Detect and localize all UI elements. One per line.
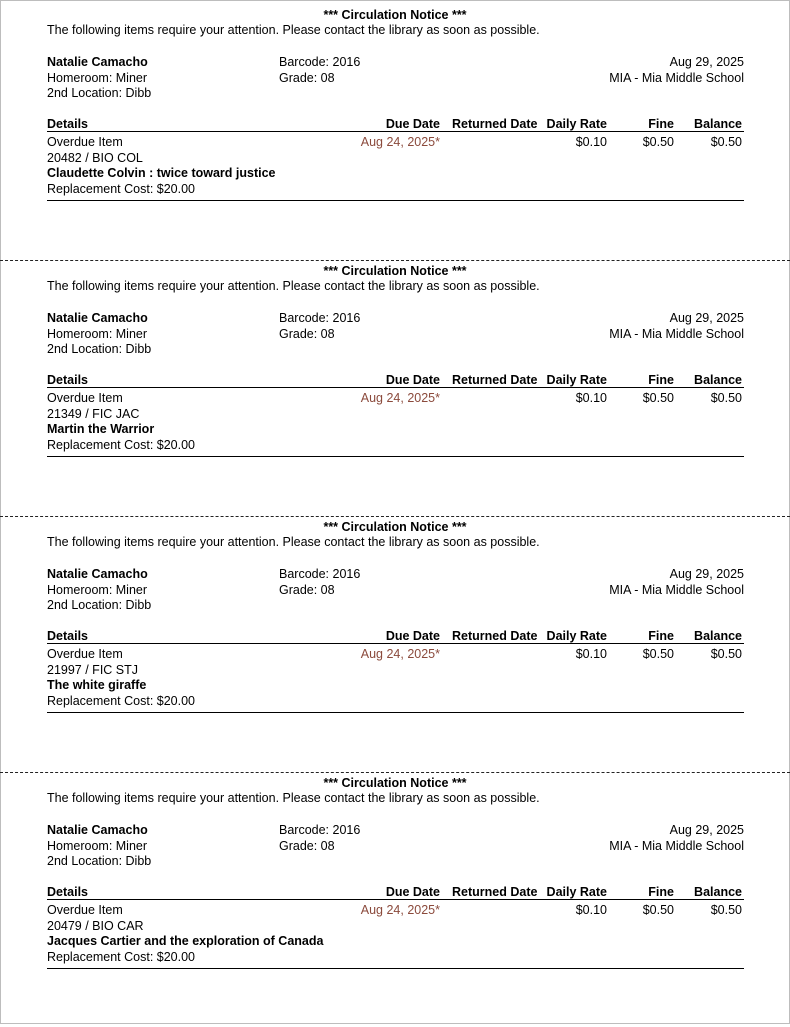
item-fine: $0.50 xyxy=(642,647,674,661)
item-call-number: 21997 / FIC STJ xyxy=(47,663,139,677)
patron-homeroom: Homeroom: Miner xyxy=(47,583,148,597)
item-due-date: Aug 24, 2025* xyxy=(360,647,440,661)
item-fine: $0.50 xyxy=(642,903,674,917)
item-due-date: Aug 24, 2025* xyxy=(360,135,440,149)
item-title: Claudette Colvin : twice toward justice xyxy=(47,166,276,180)
school-name: MIA - Mia Middle School xyxy=(609,839,744,853)
item-call-number: 20482 / BIO COL xyxy=(47,151,143,165)
patron-grade: Grade: 08 xyxy=(279,583,335,597)
item-balance: $0.50 xyxy=(710,903,742,917)
header-balance: Balance xyxy=(694,373,742,387)
header-due-date: Due Date xyxy=(385,373,440,387)
item-status: Overdue Item xyxy=(47,903,123,917)
patron-grade: Grade: 08 xyxy=(279,327,335,341)
item-title: The white giraffe xyxy=(47,678,147,692)
item-title: Jacques Cartier and the exploration of Canada xyxy=(47,934,324,948)
dashed-separator xyxy=(0,260,790,261)
item-replacement-cost: Replacement Cost: $20.00 xyxy=(47,438,196,452)
patron-barcode: Barcode: 2016 xyxy=(279,823,361,837)
header-fine: Fine xyxy=(648,629,674,643)
header-balance: Balance xyxy=(694,117,742,131)
patron-barcode: Barcode: 2016 xyxy=(279,311,361,325)
header-underline xyxy=(47,131,744,132)
item-call-number: 21349 / FIC JAC xyxy=(47,407,140,421)
patron-name: Natalie Camacho xyxy=(47,567,148,581)
header-balance: Balance xyxy=(694,629,742,643)
item-replacement-cost: Replacement Cost: $20.00 xyxy=(47,182,196,196)
patron-barcode: Barcode: 2016 xyxy=(279,55,361,69)
item-fine: $0.50 xyxy=(642,391,674,405)
patron-grade: Grade: 08 xyxy=(279,839,335,853)
item-bottom-line xyxy=(47,968,744,969)
item-bottom-line xyxy=(47,712,744,713)
item-daily-rate: $0.10 xyxy=(575,135,607,149)
item-balance: $0.50 xyxy=(710,647,742,661)
header-returned-date: Returned Date xyxy=(452,373,538,387)
notice-intro: The following items require your attention. Please contact the library as soon as possible. xyxy=(47,23,540,37)
item-replacement-cost: Replacement Cost: $20.00 xyxy=(47,950,196,964)
patron-second-location: 2nd Location: Dibb xyxy=(47,342,152,356)
header-due-date: Due Date xyxy=(385,629,440,643)
item-balance: $0.50 xyxy=(710,391,742,405)
notice-intro: The following items require your attention. Please contact the library as soon as possible. xyxy=(47,279,540,293)
header-details: Details xyxy=(47,117,88,131)
item-daily-rate: $0.10 xyxy=(575,391,607,405)
item-balance: $0.50 xyxy=(710,135,742,149)
patron-name: Natalie Camacho xyxy=(47,311,148,325)
item-title: Martin the Warrior xyxy=(47,422,155,436)
patron-second-location: 2nd Location: Dibb xyxy=(47,598,152,612)
patron-second-location: 2nd Location: Dibb xyxy=(47,86,152,100)
notice-intro: The following items require your attention. Please contact the library as soon as possible. xyxy=(47,791,540,805)
circulation-notice xyxy=(0,4,790,259)
item-daily-rate: $0.10 xyxy=(575,647,607,661)
header-daily-rate: Daily Rate xyxy=(546,885,607,899)
notice-date: Aug 29, 2025 xyxy=(669,567,744,581)
header-fine: Fine xyxy=(648,373,674,387)
header-balance: Balance xyxy=(694,885,742,899)
header-details: Details xyxy=(47,885,88,899)
dashed-separator xyxy=(0,772,790,773)
notice-title: *** Circulation Notice *** xyxy=(323,776,467,790)
item-fine: $0.50 xyxy=(642,135,674,149)
patron-homeroom: Homeroom: Miner xyxy=(47,839,148,853)
header-daily-rate: Daily Rate xyxy=(546,117,607,131)
item-status: Overdue Item xyxy=(47,135,123,149)
circulation-notice xyxy=(0,260,790,515)
patron-grade: Grade: 08 xyxy=(279,71,335,85)
header-due-date: Due Date xyxy=(385,117,440,131)
item-bottom-line xyxy=(47,200,744,201)
header-due-date: Due Date xyxy=(385,885,440,899)
patron-homeroom: Homeroom: Miner xyxy=(47,71,148,85)
item-call-number: 20479 / BIO CAR xyxy=(47,919,144,933)
notice-date: Aug 29, 2025 xyxy=(669,823,744,837)
item-status: Overdue Item xyxy=(47,391,123,405)
header-daily-rate: Daily Rate xyxy=(546,373,607,387)
header-fine: Fine xyxy=(648,117,674,131)
item-replacement-cost: Replacement Cost: $20.00 xyxy=(47,694,196,708)
patron-name: Natalie Camacho xyxy=(47,823,148,837)
dashed-separator xyxy=(0,516,790,517)
header-details: Details xyxy=(47,373,88,387)
notice-date: Aug 29, 2025 xyxy=(669,311,744,325)
notice-intro: The following items require your attention. Please contact the library as soon as possible. xyxy=(47,535,540,549)
header-fine: Fine xyxy=(648,885,674,899)
header-underline xyxy=(47,899,744,900)
header-returned-date: Returned Date xyxy=(452,885,538,899)
item-due-date: Aug 24, 2025* xyxy=(360,391,440,405)
header-underline xyxy=(47,643,744,644)
item-due-date: Aug 24, 2025* xyxy=(360,903,440,917)
notice-title: *** Circulation Notice *** xyxy=(323,264,467,278)
item-bottom-line xyxy=(47,456,744,457)
notice-title: *** Circulation Notice *** xyxy=(323,520,467,534)
circulation-notice xyxy=(0,772,790,1027)
patron-name: Natalie Camacho xyxy=(47,55,148,69)
school-name: MIA - Mia Middle School xyxy=(609,327,744,341)
notice-date: Aug 29, 2025 xyxy=(669,55,744,69)
header-details: Details xyxy=(47,629,88,643)
circulation-notice xyxy=(0,516,790,771)
patron-barcode: Barcode: 2016 xyxy=(279,567,361,581)
item-status: Overdue Item xyxy=(47,647,123,661)
header-returned-date: Returned Date xyxy=(452,117,538,131)
header-daily-rate: Daily Rate xyxy=(546,629,607,643)
patron-second-location: 2nd Location: Dibb xyxy=(47,854,152,868)
patron-homeroom: Homeroom: Miner xyxy=(47,327,148,341)
school-name: MIA - Mia Middle School xyxy=(609,583,744,597)
item-daily-rate: $0.10 xyxy=(575,903,607,917)
header-underline xyxy=(47,387,744,388)
notice-title: *** Circulation Notice *** xyxy=(323,8,467,22)
header-returned-date: Returned Date xyxy=(452,629,538,643)
school-name: MIA - Mia Middle School xyxy=(609,71,744,85)
